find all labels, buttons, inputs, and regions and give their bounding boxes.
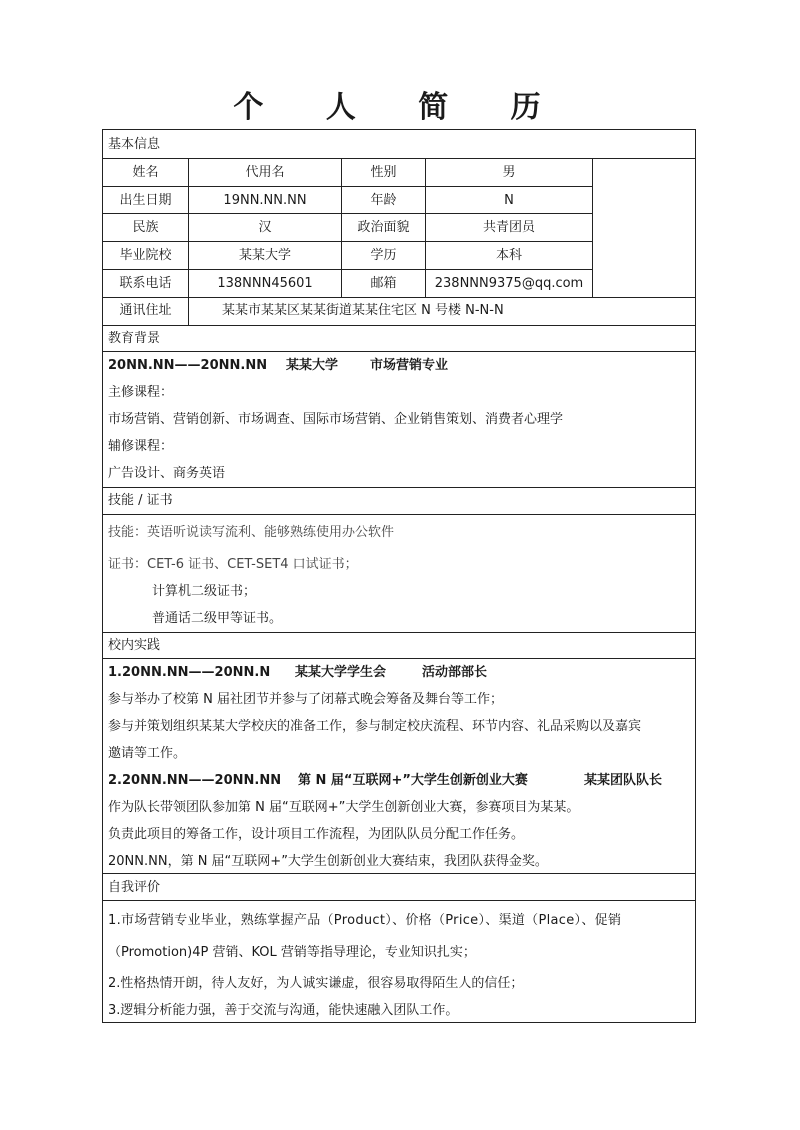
age-label: 年龄 [370,193,397,208]
row-divider [102,325,696,326]
ethnic-value: 汉 [258,220,272,235]
practice-2-detail: 负责此项目的筹备工作，设计项目工作流程，为团队队员分配工作任务。 [108,827,525,842]
practice-1-detail: 参与并策划组织某某大学校庆的准备工作，参与制定校庆流程、环节内容、礼品采购以及嘉宾 [108,719,642,734]
minor-courses: 广告设计、商务英语 [108,466,226,481]
school-value: 某某大学 [238,248,291,263]
row-divider [102,873,696,874]
row-divider [102,487,696,488]
row-divider [102,241,592,242]
phone-value: 138NNN45601 [217,276,313,291]
address-label: 通讯住址 [119,303,172,318]
certificate-item: 计算机二级证书； [152,584,257,599]
main-courses: 市场营销、营销创新、市场调查、国际市场营销、企业销售策划、消费者心理学 [108,412,564,427]
practice-2-detail: 作为队长带领团队参加第 N 届“互联网+”大学生创新创业大赛，参赛项目为某某。 [108,800,580,815]
degree-value: 本科 [495,248,522,263]
gender-value: 男 [502,165,516,180]
row-divider [102,158,696,159]
school-label: 毕业院校 [119,248,172,263]
birth-label: 出生日期 [119,193,172,208]
birth-value: 19NN.NN.NN [223,193,307,208]
age-value: N [504,193,514,208]
main-courses-label: 主修课程： [108,385,174,400]
political-value: 共青团员 [482,220,535,235]
degree-label: 学历 [370,248,397,263]
self-eval-item: 2.性格热情开朗，待人友好，为人诚实谦虚，很容易取得陌生人的信任； [108,976,524,991]
practice-2-event: 第 N 届“互联网+”大学生创新创业大赛 [298,773,528,788]
section-heading-skills: 技能 / 证书 [108,493,173,508]
name-label: 姓名 [132,165,159,180]
practice-2-period: 2.20NN.NN——20NN.NN [108,773,282,788]
minor-courses-label: 辅修课程： [108,439,174,454]
row-divider [102,351,696,352]
row-divider [102,213,592,214]
practice-1-detail: 参与举办了校第 N 届社团节并参与了闭幕式晚会筹备及舞台等工作； [108,692,503,707]
name-value: 代用名 [245,165,285,180]
political-label: 政治面貌 [357,220,410,235]
row-divider [102,514,696,515]
row-divider [102,186,592,187]
row-divider [102,658,696,659]
email-label: 邮箱 [370,276,397,291]
education-major: 市场营销专业 [370,358,449,373]
section-heading-basic: 基本信息 [108,137,161,152]
practice-2-role: 某某团队队长 [584,773,663,788]
row-divider [102,632,696,633]
row-divider [102,297,696,298]
certificate-item: 普通话二级甲等证书。 [152,611,283,626]
phone-label: 联系电话 [119,276,172,291]
practice-1-detail: 邀请等工作。 [108,746,187,761]
self-eval-item: 1.市场营销专业毕业，熟练掌握产品（Product）、价格（Price）、渠道（Place）、促销 [108,913,622,928]
education-period: 20NN.NN——20NN.NN [108,358,268,373]
page-title: 个 人 简 历 [233,90,567,125]
ethnic-label: 民族 [132,220,159,235]
self-eval-item: 3.逻辑分析能力强，善于交流与沟通，能快速融入团队工作。 [108,1003,459,1018]
section-heading-practice: 校内实践 [108,638,161,653]
practice-1-org: 某某大学学生会 [295,665,387,680]
address-value: 某某市某某区某某街道某某住宅区 N 号楼 N-N-N [222,303,504,318]
row-divider [102,900,696,901]
practice-2-detail: 20NN.NN，第 N 届“互联网+”大学生创新创业大赛结束，我团队获得金奖。 [108,854,548,869]
col-divider [188,158,189,325]
section-heading-education: 教育背景 [108,331,161,346]
email-value: 238NNN9375@qq.com [434,276,584,291]
row-divider [102,269,592,270]
skills-line: 技能：英语听说读写流利、能够熟练使用办公软件 [108,525,395,540]
practice-1-period: 1.20NN.NN——20NN.N [108,665,271,680]
gender-label: 性别 [370,165,397,180]
self-eval-item: （Promotion)4P 营销、KOL 营销等指导理论，专业知识扎实； [108,945,476,960]
education-school: 某某大学 [286,358,339,373]
section-heading-self-eval: 自我评价 [108,880,161,895]
col-divider [592,158,593,297]
practice-1-role: 活动部部长 [422,665,488,680]
certificates-line: 证书：CET-6 证书、CET-SET4 口试证书； [108,557,358,572]
